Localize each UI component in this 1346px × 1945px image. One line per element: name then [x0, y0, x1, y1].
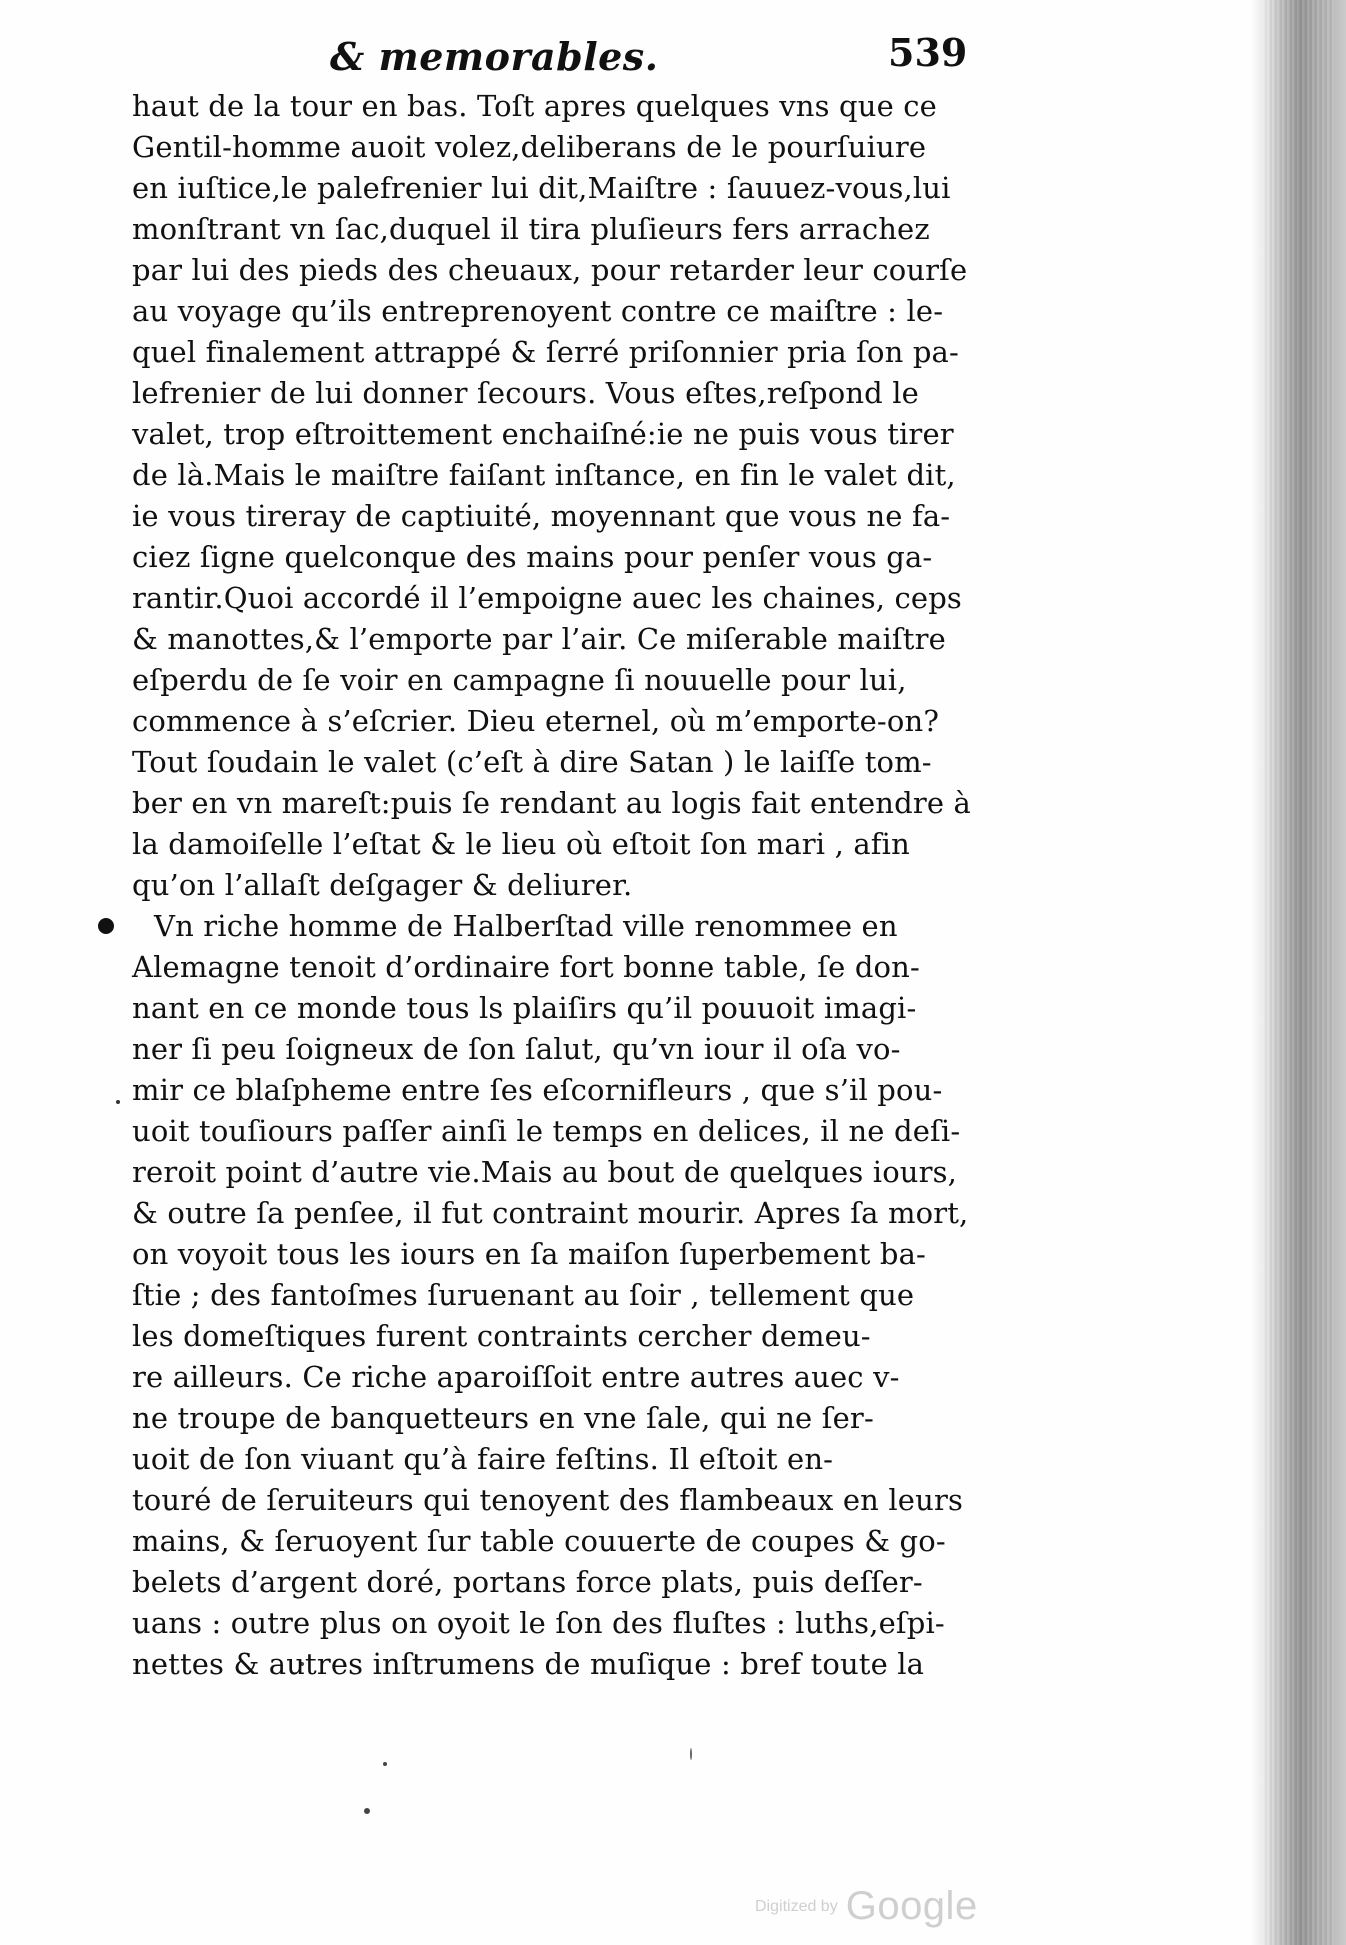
text-line: lefrenier de lui donner ſecours. Vous eſtes,reſpond le [132, 376, 919, 410]
text-line: par lui des pieds des cheuaux, pour retarder leur courſe [132, 253, 968, 287]
text-line: ne troupe de banquetteurs en vne ſale, qui ne ſer- [132, 1401, 874, 1435]
text-line: uans : outre plus on oyoit le ſon des fluſtes : luths,eſpi- [132, 1606, 945, 1640]
small-ink-mark [116, 1100, 120, 1104]
text-line: Gentil-homme auoit volez,deliberans de le pourſuiure [132, 130, 927, 164]
text-line: la damoiſelle l’eſtat & le lieu où eſtoit ſon mari , afin [132, 827, 910, 861]
text-line: ciez ſigne quelconque des mains pour penſer vous ga- [132, 540, 933, 574]
digitization-watermark [755, 1884, 978, 1929]
text-line: nant en ce monde tous ls plaiſirs qu’il pouuoit imagi- [132, 991, 917, 1025]
text-line: belets d’argent doré, portans force plats, puis deſſer- [132, 1565, 923, 1599]
main-text [132, 86, 1002, 1685]
paper-speck [364, 1808, 370, 1814]
text-line: commence à s’eſcrier. Dieu eternel, où m’emporte-on? [132, 704, 940, 738]
running-head: & memorables. [330, 34, 659, 79]
text-line: les domeſtiques furent contraints cercher demeu- [132, 1319, 871, 1353]
digitized-label: Digitized by [755, 1897, 838, 1915]
text-line: re ailleurs. Ce riche aparoiſſoit entre autres auec v- [132, 1360, 900, 1394]
text-line: rantir.Quoi accordé il l’empoigne auec les chaines, ceps [132, 581, 962, 615]
text-line: uoit touſiours paſſer ainſi le temps en delices, il ne deſi- [132, 1114, 961, 1148]
text-line: & outre ſa penſee, il fut contraint mourir. Apres ſa mort, [132, 1196, 969, 1230]
ink-mark [98, 918, 114, 934]
text-line: qu’on l’allaſt deſgager & deliurer. [132, 868, 633, 902]
text-line: en iuſtice,le palefrenier lui dit,Maiſtre : ſauuez-vous,lui [132, 171, 951, 205]
page-edge-lines [1262, 0, 1334, 1945]
text-line: nettes & autres inſtrumens de muſique : bref toute la [132, 1647, 925, 1681]
text-line: mains, & ſeruoyent ſur table couuerte de coupes & go- [132, 1524, 946, 1558]
paragraph-start-line: Vn riche homme de Halberſtad ville renommee en [154, 909, 898, 943]
page-number: 539 [888, 30, 968, 75]
text-line: Tout ſoudain le valet (c’eſt à dire Satan ) le laiſſe tom- [132, 745, 932, 779]
text-line: reroit point d’autre vie.Mais au bout de quelques iours, [132, 1155, 958, 1189]
text-line: monſtrant vn ſac,duquel il tira pluſieurs fers arrachez [132, 212, 930, 246]
paper-speck [690, 1748, 692, 1760]
text-line: mir ce blaſpheme entre ſes eſcornifleurs , que s’il pou- [132, 1073, 943, 1107]
text-line: Alemagne tenoit d’ordinaire fort bonne table, ſe don- [132, 950, 920, 984]
text-line: ber en vn mareſt:puis ſe rendant au logis fait entendre à [132, 786, 971, 820]
text-line: au voyage qu’ils entreprenoyent contre ce maiſtre : le- [132, 294, 944, 328]
text-line: uoit de ſon viuant qu’à faire feſtins. Il eſtoit en- [132, 1442, 834, 1476]
text-line: & manottes,& l’emporte par l’air. Ce miſerable maiſtre [132, 622, 946, 656]
text-line: ie vous tireray de captiuité, moyennant que vous ne fa- [132, 499, 951, 533]
text-line: eſperdu de ſe voir en campagne ſi nouuelle pour lui, [132, 663, 907, 697]
text-line: touré de ſeruiteurs qui tenoyent des flambeaux en leurs [132, 1483, 963, 1517]
text-line: quel finalement attrappé & ſerré priſonnier pria ſon pa- [132, 335, 959, 369]
google-logo-text: Google [845, 1884, 978, 1928]
text-line: ſtie ; des fantoſmes ſuruenant au ſoir , tellement que [132, 1278, 915, 1312]
text-line: haut de la tour en bas. Toſt apres quelques vns que ce [132, 89, 937, 123]
text-line: on voyoit tous les iours en ſa maiſon ſuperbement ba- [132, 1237, 926, 1271]
text-line: ner ſi peu ſoigneux de ſon ſalut, qu’vn iour il oſa vo- [132, 1032, 901, 1066]
paper-speck [383, 1762, 387, 1766]
text-line: de là.Mais le maiſtre faiſant inſtance, en fin le valet dit, [132, 458, 956, 492]
text-line: valet, trop eſtroittement enchaiſné:ie ne puis vous tirer [132, 417, 954, 451]
